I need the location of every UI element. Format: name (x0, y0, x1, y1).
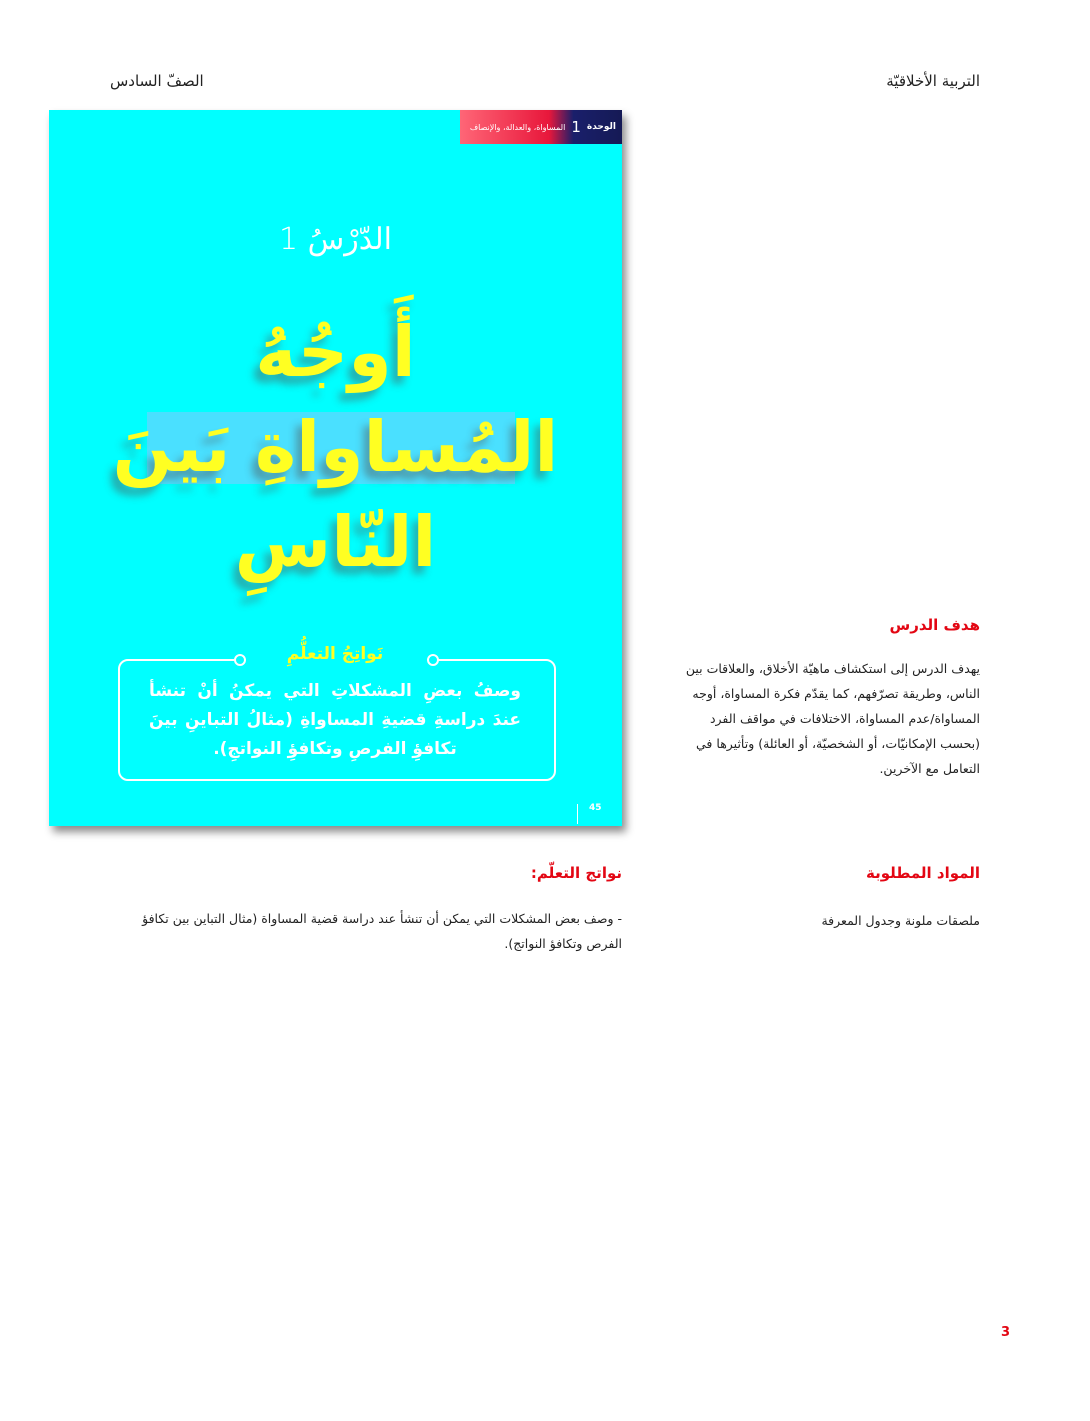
unit-word: الوحدة (586, 122, 616, 132)
title-line-2: المُساواةِ بَينَ (112, 406, 559, 488)
outcomes-box-text: وصفُ بعضِ المشكلاتِ التي يمكنُ أنْ تنشأ عندَ دراسةِ قضيةِ المساواةِ (مثالُ التباينِ بينَ تكافؤِ الفرصِ وتكافؤِ النواتجِ). (149, 681, 521, 759)
subject-header: التربية الأخلاقيّة (886, 72, 980, 90)
goal-text: يهدف الدرس إلى استكشاف ماهيّة الأخلاق، والعلاقات بين الناس، وطريقة تصرّفهم، كما يقدّم فكرة المساواة، أوجه المساواة/عدم المساواة، الاختلافات في مواقف الفرد (بحسب الإمكانيّات، أو الشخصيّة، أو العائلة) وتأثيرها في التعامل مع الآخرين. (685, 661, 980, 776)
lesson-title (49, 305, 622, 590)
outcomes-text: - وصف بعض المشكلات التي يمكن أن تنشأ عند دراسة قضية المساواة (مثال التباين بين تكافؤ الفرص وتكافؤ النواتج). (142, 911, 622, 951)
book-page-number: 45 (589, 803, 602, 813)
lesson-label: الدّرْسُ 1 (279, 222, 392, 257)
page-number: 3 (1000, 1325, 1010, 1340)
outcomes-title: نواتج التعلّم: (530, 864, 622, 882)
unit-number: 1 (571, 118, 581, 136)
goal-title: هدف الدرس (889, 616, 980, 634)
unit-title: المساواة، والعدالة، والإنصاف (469, 122, 566, 132)
title-line-3: النّاسِ (234, 501, 437, 583)
page-number-divider (577, 804, 578, 824)
materials-text: ملصقات ملونة وجدول المعرفة (821, 913, 980, 928)
title-line-1: أَوجُهُ (255, 311, 416, 393)
book-page-thumbnail (49, 110, 622, 826)
outcomes-box-title: نَواتِجُ التعلُّمِ (286, 644, 384, 664)
unit-tab (460, 110, 622, 144)
materials-title: المواد المطلوبة (866, 864, 980, 882)
grade-header: الصفّ السادس (110, 72, 204, 90)
